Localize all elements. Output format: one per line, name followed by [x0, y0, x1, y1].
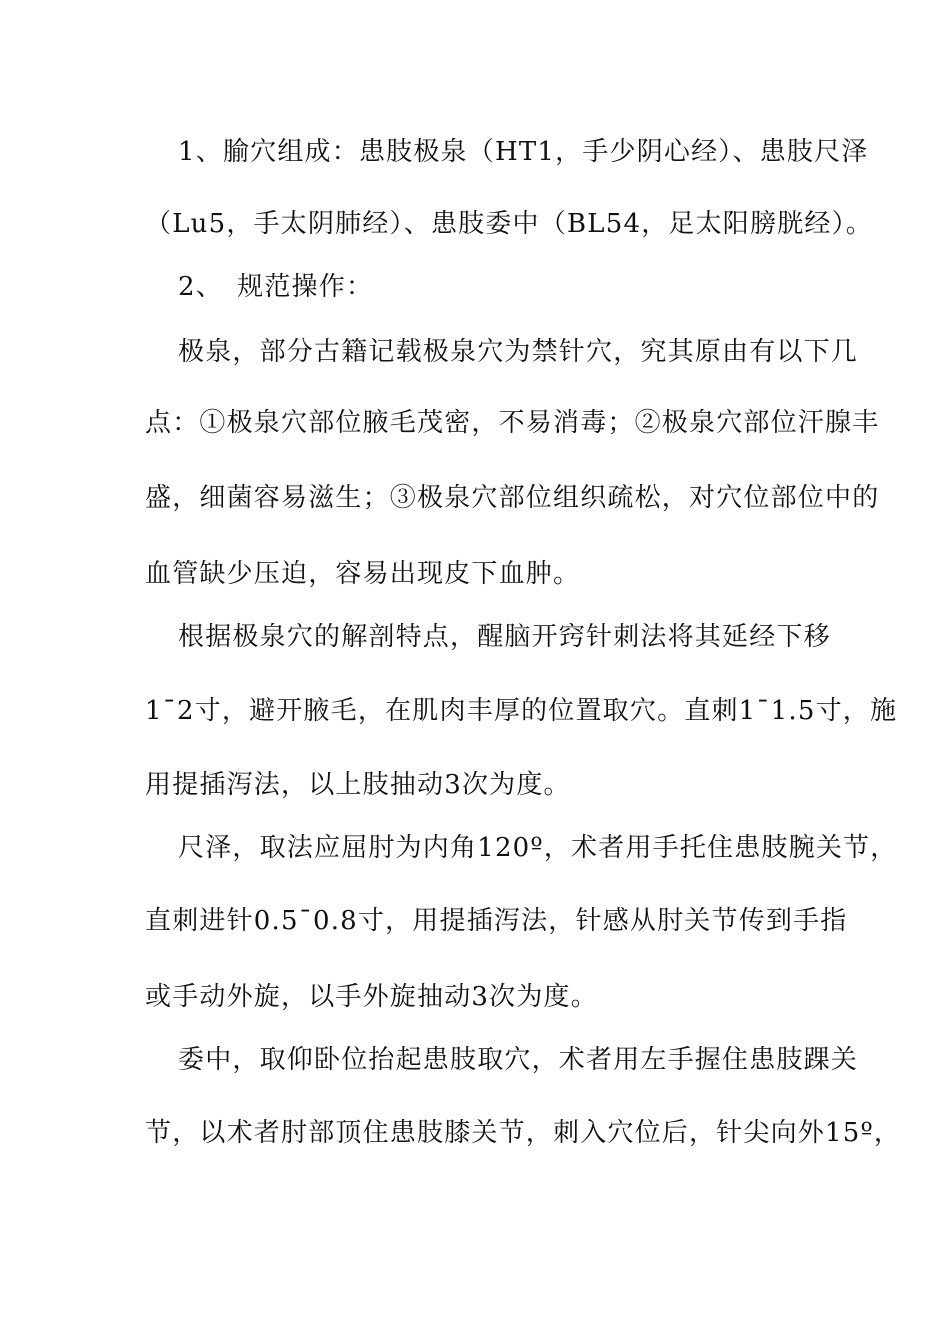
text-line-11: 尺泽，取法应屈肘为内角120º，术者用手托住患肢腕关节， — [178, 833, 898, 863]
text-line-12: 直刺进针0.5¯0.8寸，用提插泻法，针感从肘关节传到手指 — [145, 906, 848, 936]
text-line-8: 根据极泉穴的解剖特点，醒脑开窍针刺法将其延经下移 — [178, 622, 831, 652]
text-line-13: 或手动外旋，以手外旋抽动3次为度。 — [145, 982, 598, 1012]
text-line-14: 委中，取仰卧位抬起患肢取穴，术者用左手握住患肢踝关 — [178, 1045, 859, 1075]
text-line-6: 盛，细菌容易滋生；③极泉穴部位组织疏松，对穴位部位中的 — [145, 483, 880, 513]
text-line-5: 点：①极泉穴部位腋毛茂密，不易消毒；②极泉穴部位汗腺丰 — [145, 408, 880, 438]
text-line-4: 极泉，部分古籍记载极泉穴为禁针穴，究其原由有以下几 — [178, 337, 859, 367]
text-line-1: 1、腧穴组成：患肢极泉（HT1，手少阴心经）、患肢尺泽 — [178, 137, 869, 167]
text-line-7: 血管缺少压迫，容易出现皮下血肿。 — [145, 559, 581, 589]
text-line-9: 1¯2寸，避开腋毛，在肌肉丰厚的位置取穴。直刺1¯1.5寸，施 — [145, 696, 898, 726]
text-line-2: （Lu5，手太阴肺经）、患肢委中（BL54，足太阳膀胱经）。 — [145, 209, 874, 239]
text-line-10: 用提插泻法，以上肢抽动3次为度。 — [145, 770, 571, 800]
section-heading-2: 2、 规范操作： — [178, 272, 374, 302]
text-line-15: 节，以术者肘部顶住患肢膝关节，刺入穴位后，针尖向外15º， — [145, 1118, 902, 1148]
